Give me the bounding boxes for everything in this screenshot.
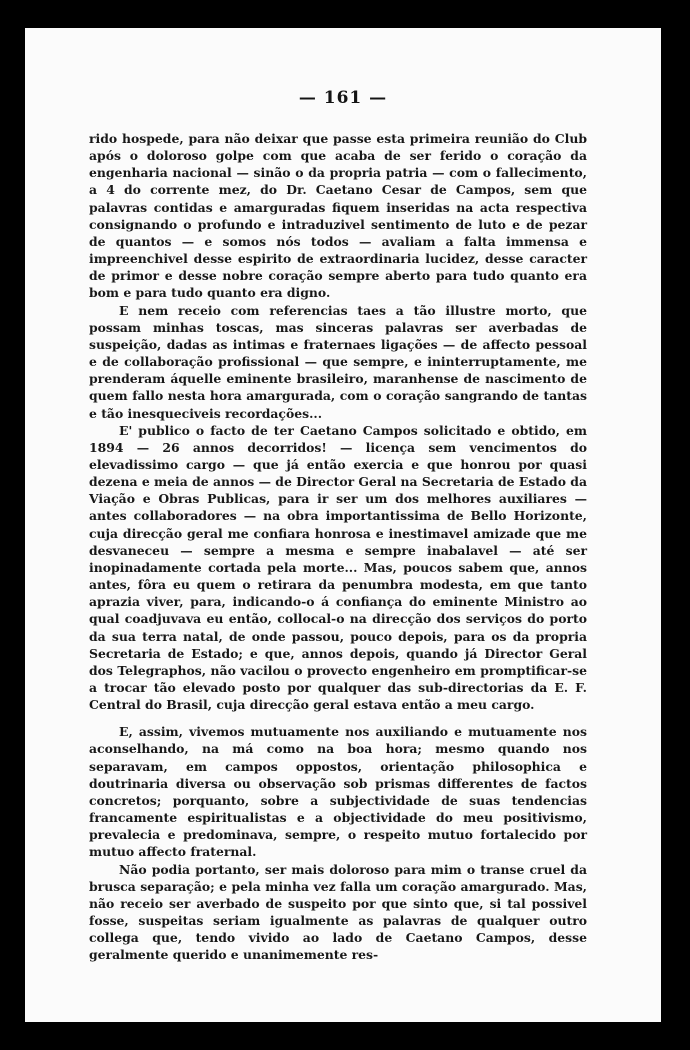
- paragraph-3: E' publico o facto de ter Caetano Campos solicitado e obtido, em 1894 — 26 annos decorridos! — licença sem vencimentos do elevadissimo cargo — que já então exercia e que honrou por quasi dezena e meia de annos — de Director Geral na Secretaria de Estado da Viação e Obras Publicas, para ir ser um dos melhores auxiliares — antes collaboradores — na obra importantissima de Bello Horizonte, cuja direcção geral me confiara honrosa e inestimavel amizade que me desvaneceu — sempre a mesma e sempre inabalavel — até ser inopinadamente cortada pela morte... Mas, poucos sabem que, annos antes, fôra eu quem o retirara da penumbra modesta, em que tanto aprazia viver, para, indicando-o á confiança do eminente Ministro ao qual coadjuvava eu então, collocal-o na direcção dos serviços do porto da sua terra natal, de onde passou, pouco depois, para os da propria Secretaria de Estado; e que, annos depois, quando já Director Geral dos Telegraphos, não vacilou o provecto engenheiro em promptificar-se a trocar tão elevado posto por qualquer das sub-directorias da E. F. Central do Brasil, cuja direcção geral estava então a meu cargo.: [89, 422, 587, 713]
- page-number: — 161 —: [298, 88, 388, 108]
- paragraph-1: rido hospede, para não deixar que passe esta primeira reunião do Club após o doloroso golpe com que acaba de ser ferido o coração da engenharia nacional — sinão o da propria patria — com o fallecimento, a 4 do corrente mez, do Dr. Caetano Cesar de Campos, sem que palavras contidas e amarguradas fiquem inseridas na acta respectiva consignando o profundo e intraduzivel sentimento de luto e de pezar de quantos — e somos nós todos — avaliam a falta immensa e impreenchivel desse espirito de extraordinaria lucidez, desse caracter de primor e desse nobre coração sempre aberto para tudo quanto era bom e para tudo quanto era digno.: [89, 131, 587, 301]
- paragraph-5: Não podia portanto, ser mais doloroso para mim o transe cruel da brusca separação; e pela minha vez falla um coração amargurado. Mas, não receio ser averbado de suspeito por que sinto que, si tal possivel fosse, suspeitas seriam igualmente as palavras de qualquer outro collega que, tendo vivido ao lado de Caetano Campos, desse geralmente querido e unanimemente res-: [89, 861, 587, 963]
- body-text: [89, 130, 587, 964]
- paragraph-2: E nem receio com referencias taes a tão illustre morto, que possam minhas toscas, mas sinceras palavras ser averbadas de suspeição, dadas as intimas e fraternaes ligações — de affecto pessoal e de collaboração profissional — que sempre, e ininterruptamente, me prenderam áquelle eminente brasileiro, maranhense de nascimento de quem fallo nesta hora amargurada, com o coração sangrando de tantas e tão inesqueciveis recordações...: [89, 302, 587, 421]
- book-page: [25, 28, 661, 1022]
- paragraph-4: E, assim, vivemos mutuamente nos auxiliando e mutuamente nos aconselhando, na má como na boa hora; mesmo quando nos separavam, em campos oppostos, orientação philosophica e doutrinaria diversa ou observação sob prismas differentes de factos concretos; porquanto, sobre a subjectividade de suas tendencias francamente espiritualistas e a objectividade do meu positivismo, prevalecia e predominava, sempre, o respeito mutuo fortalecido por mutuo affecto fraternal.: [89, 724, 587, 860]
